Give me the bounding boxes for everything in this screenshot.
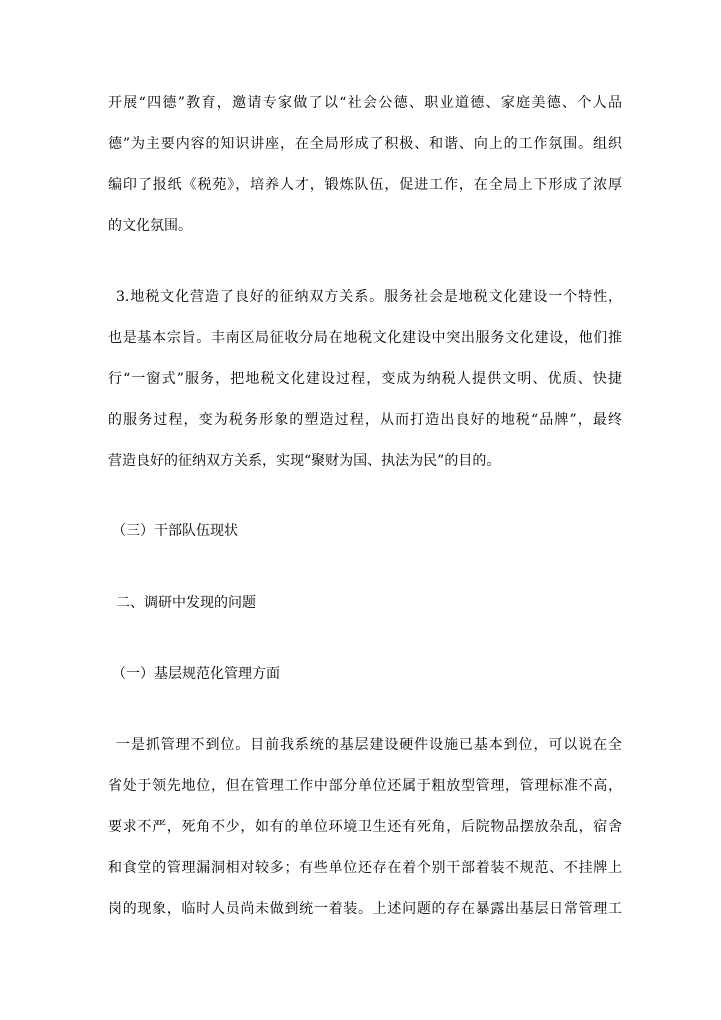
paragraph-line: 营造良好的征纳双方关系，实现“聚财为国、执法为民”的目的。: [108, 453, 501, 469]
paragraph-line: 行“一窗式”服务，把地税文化建设过程，变成为纳税人提供文明、优质、快捷: [108, 371, 622, 387]
paragraph-line: 德”为主要内容的知识讲座，在全局形成了积极、和谐、向上的工作氛围。组织: [108, 136, 622, 152]
paragraph-line: 岗的现象，临时人员尚未做到统一着装。上述问题的存在暴露出基层日常管理工: [108, 901, 622, 917]
paragraph-line: 也是基本宗旨。丰南区局征收分局在地税文化建设中突出服务文化建设，他们推: [108, 330, 622, 346]
paragraph-line: 编印了报纸《税苑》，培养人才，锻炼队伍，促进工作，在全局上下形成了浓厚: [108, 177, 622, 193]
paragraph-line: 一是抓管理不到位。目前我系统的基层建设硬件设施已基本到位，可以说在全: [116, 737, 622, 753]
paragraph-line: 3.地税文化营造了良好的征纳双方关系。服务社会是地税文化建设一个特性，: [116, 289, 622, 305]
paragraph-line: 省处于领先地位，但在管理工作中部分单位还属于粗放型管理，管理标准不高，: [108, 778, 622, 794]
paragraph-line: 开展“四德”教育，邀请专家做了以“社会公德、职业道德、家庭美德、个人品: [108, 95, 622, 111]
paragraph-line: 的服务过程，变为税务形象的塑造过程，从而打造出良好的地税“品牌”，最终: [108, 412, 622, 428]
section-heading-cadre: （三）干部队伍现状: [112, 523, 238, 539]
paragraph-line: 要求不严，死角不少，如有的单位环境卫生还有死角，后院物品摆放杂乱，宿舍: [108, 819, 622, 835]
paragraph-line: 的文化氛围。: [108, 218, 192, 234]
section-heading-management: （一）基层规范化管理方面: [112, 666, 280, 682]
paragraph-line: 和食堂的管理漏洞相对较多；有些单位还存在着个别干部着装不规范、不挂牌上: [108, 860, 622, 876]
section-heading-problems: 二、调研中发现的问题: [116, 595, 256, 611]
